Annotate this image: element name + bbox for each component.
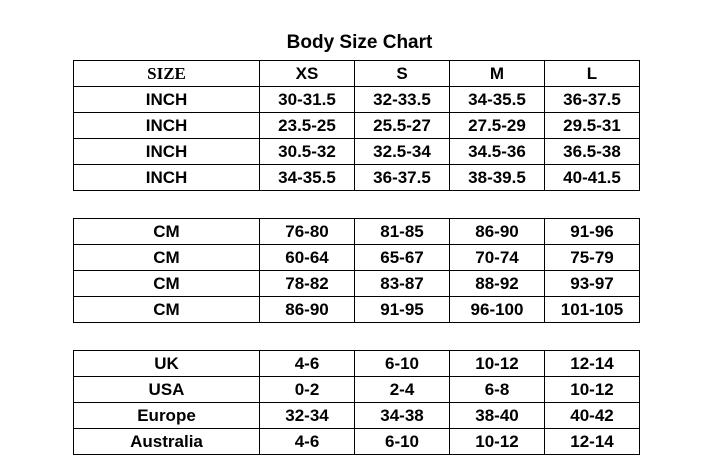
table-cell: 96-100	[450, 297, 545, 323]
table-cell: 32.5-34	[355, 139, 450, 165]
inch-size-table	[73, 60, 640, 191]
cm-size-table	[73, 218, 640, 323]
table-row	[74, 297, 640, 323]
table-cell: 2-4	[355, 377, 450, 403]
table-cell: 10-12	[545, 377, 640, 403]
table-cell: 4-6	[260, 351, 355, 377]
region-label: UK	[74, 351, 260, 377]
table-cell: 65-67	[355, 245, 450, 271]
table-cell: 32-34	[260, 403, 355, 429]
table-row	[74, 113, 640, 139]
table-cell: 34-35.5	[450, 87, 545, 113]
table-cell: 36-37.5	[545, 87, 640, 113]
row-label: CM	[74, 297, 260, 323]
region-label: USA	[74, 377, 260, 403]
row-label: CM	[74, 219, 260, 245]
table-cell: 6-10	[355, 429, 450, 455]
table-cell: 12-14	[545, 429, 640, 455]
table-cell: 38-40	[450, 403, 545, 429]
table-row	[74, 429, 640, 455]
table-cell: 83-87	[355, 271, 450, 297]
table-cell: 38-39.5	[450, 165, 545, 191]
table-cell: 60-64	[260, 245, 355, 271]
table-cell: 86-90	[450, 219, 545, 245]
table-cell: 40-41.5	[545, 165, 640, 191]
table-cell: 34-38	[355, 403, 450, 429]
table-cell: 12-14	[545, 351, 640, 377]
table-cell: 75-79	[545, 245, 640, 271]
row-label: INCH	[74, 113, 260, 139]
row-label: CM	[74, 271, 260, 297]
table-cell: 34-35.5	[260, 165, 355, 191]
table-row	[74, 139, 640, 165]
table-cell: 27.5-29	[450, 113, 545, 139]
table-cell: 40-42	[545, 403, 640, 429]
table-row	[74, 219, 640, 245]
table-cell: 36.5-38	[545, 139, 640, 165]
table-cell: 101-105	[545, 297, 640, 323]
table-row	[74, 403, 640, 429]
table-cell: 34.5-36	[450, 139, 545, 165]
column-header-m: M	[450, 61, 545, 87]
row-label: INCH	[74, 87, 260, 113]
table-cell: 4-6	[260, 429, 355, 455]
table-cell: 0-2	[260, 377, 355, 403]
table-cell: 30.5-32	[260, 139, 355, 165]
size-header-label: SIZE	[74, 61, 260, 87]
table-row	[74, 377, 640, 403]
region-label: Australia	[74, 429, 260, 455]
table-cell: 93-97	[545, 271, 640, 297]
column-header-l: L	[545, 61, 640, 87]
table-cell: 30-31.5	[260, 87, 355, 113]
table-row	[74, 245, 640, 271]
region-size-table	[73, 350, 640, 455]
table-cell: 10-12	[450, 351, 545, 377]
table-cell: 23.5-25	[260, 113, 355, 139]
table-cell: 32-33.5	[355, 87, 450, 113]
chart-title: Body Size Chart	[286, 32, 433, 53]
column-header-s: S	[355, 61, 450, 87]
table-cell: 86-90	[260, 297, 355, 323]
table-cell: 78-82	[260, 271, 355, 297]
row-label: INCH	[74, 139, 260, 165]
table-cell: 70-74	[450, 245, 545, 271]
table-cell: 36-37.5	[355, 165, 450, 191]
table-cell: 6-10	[355, 351, 450, 377]
table-row	[74, 351, 640, 377]
region-label: Europe	[74, 403, 260, 429]
table-cell: 76-80	[260, 219, 355, 245]
table-row	[74, 165, 640, 191]
table-cell: 81-85	[355, 219, 450, 245]
row-label: CM	[74, 245, 260, 271]
table-cell: 91-96	[545, 219, 640, 245]
table-cell: 29.5-31	[545, 113, 640, 139]
table-cell: 6-8	[450, 377, 545, 403]
table-cell: 10-12	[450, 429, 545, 455]
row-label: INCH	[74, 165, 260, 191]
column-header-xs: XS	[260, 61, 355, 87]
table-row	[74, 87, 640, 113]
table-cell: 25.5-27	[355, 113, 450, 139]
table-cell: 88-92	[450, 271, 545, 297]
table-cell: 91-95	[355, 297, 450, 323]
header-row	[74, 61, 640, 87]
table-row	[74, 271, 640, 297]
